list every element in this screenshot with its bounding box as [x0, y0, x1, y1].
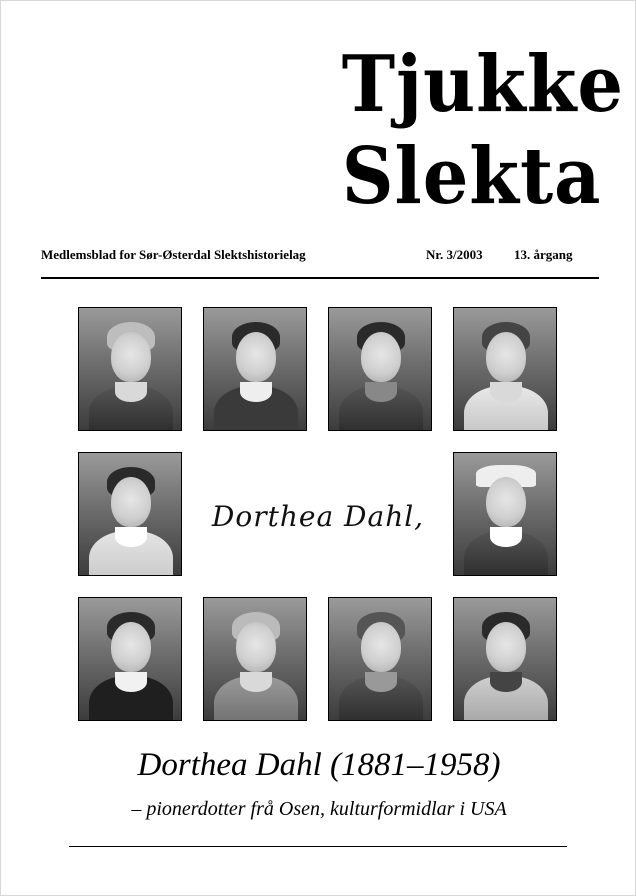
portrait-photo-9 — [328, 597, 432, 721]
portrait-photo-3 — [328, 307, 432, 431]
portrait-photo-1 — [78, 307, 182, 431]
info-bar — [41, 247, 597, 269]
publication-subtitle: Medlemsblad for Sør-Østerdal Slektshistorielag — [41, 247, 306, 262]
issue-number: Nr. 3/2003 — [426, 247, 483, 262]
portrait-photo-2 — [203, 307, 307, 431]
volume-label: 13. årgang — [514, 247, 573, 262]
cover-subtitle: – pionerdotter frå Osen, kulturformidlar i USA — [131, 798, 507, 820]
bottom-divider — [69, 846, 567, 847]
portrait-photo-8 — [203, 597, 307, 721]
cover-title: Dorthea Dahl (1881–1958) — [137, 747, 501, 783]
portrait-photo-5 — [78, 452, 182, 576]
portrait-photo-6 — [453, 452, 557, 576]
handwritten-signature: Dorthea Dahl, — [211, 500, 425, 533]
top-divider — [41, 277, 599, 279]
masthead-logo — [331, 39, 624, 223]
masthead-line-2: Slekta — [341, 131, 602, 222]
portrait-photo-7 — [78, 597, 182, 721]
masthead-line-1: Tjukke — [341, 39, 624, 130]
portrait-photo-4 — [453, 307, 557, 431]
portrait-photo-10 — [453, 597, 557, 721]
